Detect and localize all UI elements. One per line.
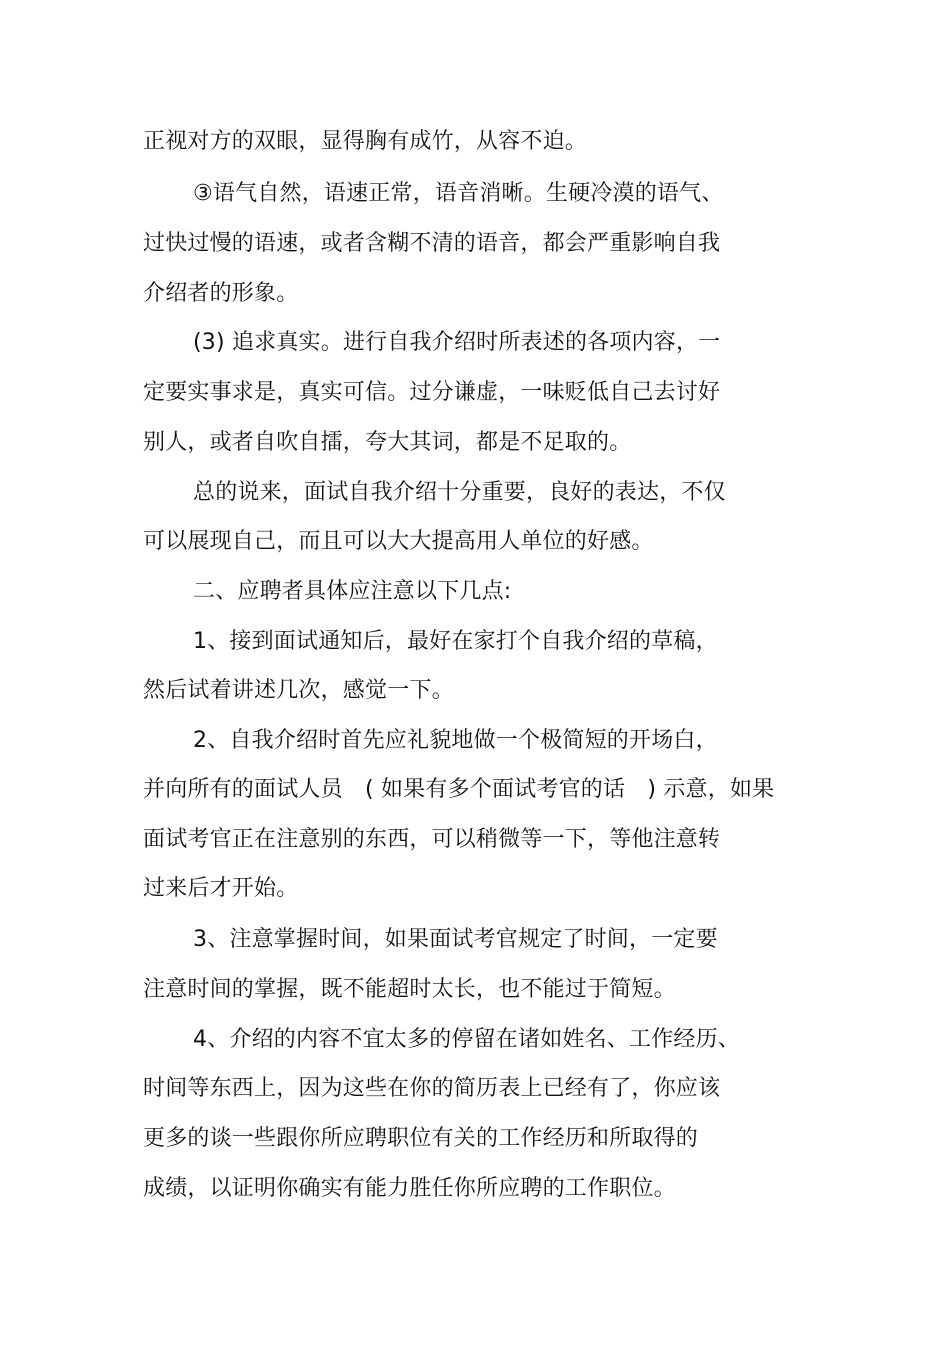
- text-line: 总的说来，面试自我介绍十分重要，良好的表达，不仅: [193, 480, 726, 505]
- text-line: 并向所有的面试人员 ( 如果有多个面试考官的话 ) 示意，如果: [143, 777, 775, 802]
- text-line: (3) 追求真实。进行自我介绍时所表述的各项内容，一: [193, 330, 721, 355]
- text-line: 二、应聘者具体应注意以下几点:: [193, 579, 512, 604]
- text-line: 然后试着讲述几次，感觉一下。: [143, 678, 454, 703]
- text-line: ③语气自然，语速正常，语音消晰。生硬冷漠的语气、: [193, 181, 724, 206]
- text-line: 注意时间的掌握，既不能超时太长，也不能过于简短。: [143, 977, 676, 1002]
- text-line: 正视对方的双眼，显得胸有成竹，从容不迫。: [143, 129, 588, 154]
- text-line: 介绍者的形象。: [143, 281, 299, 306]
- text-line: 别人，或者自吹自擂，夸大其词，都是不足取的。: [143, 430, 632, 455]
- text-line: 成绩，以证明你确实有能力胜任你所应聘的工作职位。: [143, 1176, 676, 1201]
- text-line: 面试考官正在注意别的东西，可以稍微等一下，等他注意转: [143, 827, 721, 852]
- text-line: 定要实事求是，真实可信。过分谦虚，一味贬低自己去讨好: [143, 380, 721, 405]
- text-line: 4、介绍的内容不宜太多的停留在诸如姓名、工作经历、: [193, 1027, 740, 1052]
- text-line: 更多的谈一些跟你所应聘职位有关的工作经历和所取得的: [143, 1126, 699, 1151]
- text-line: 2、自我介绍时首先应礼貌地做一个极简短的开场白，: [193, 728, 718, 753]
- text-line: 时间等东西上，因为这些在你的简历表上已经有了，你应该: [143, 1076, 721, 1101]
- text-line: 过来后才开始。: [143, 876, 299, 901]
- text-line: 可以展现自己，而且可以大大提高用人单位的好感。: [143, 529, 654, 554]
- text-line: 1、接到面试通知后，最好在家打个自我介绍的草稿，: [193, 629, 718, 654]
- text-line: 3、注意掌握时间，如果面试考官规定了时间，一定要: [193, 927, 718, 952]
- text-line: 过快过慢的语速，或者含糊不清的语音，都会严重影响自我: [143, 231, 721, 256]
